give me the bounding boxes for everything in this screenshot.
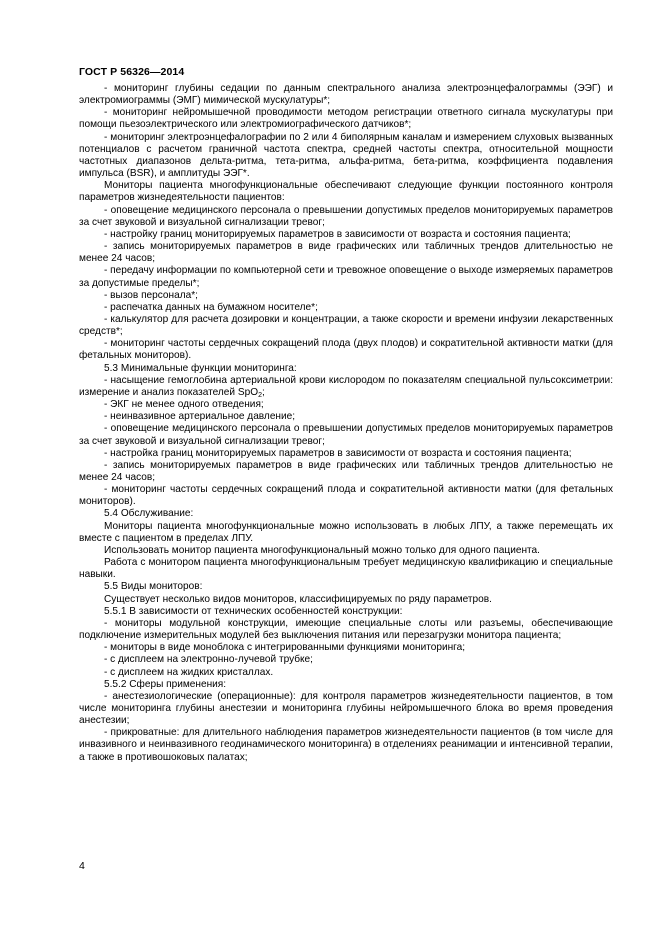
body-paragraph: - распечатка данных на бумажном носителе*; bbox=[104, 301, 318, 313]
body-paragraph: - мониторинг нейромышечной проводимости методом регистрации ответного сигнала мускулатуры при помощи пьезоэлектрического или электромиографического датчиков*; bbox=[79, 107, 613, 131]
body-paragraph: - вызов персонала*; bbox=[104, 289, 198, 301]
body-paragraph: - передачу информации по компьютерной сети и тревожное оповещение о выходе измеряемых параметров за допустимые пределы*; bbox=[79, 265, 613, 289]
body-paragraph: 5.5.1 В зависимости от технических особенностей конструкции: bbox=[104, 605, 403, 617]
body-paragraph: - с дисплеем на жидких кристаллах. bbox=[104, 666, 274, 678]
paragraph-text: - насыщение гемоглобина артериальной крови кислородом по показателям специальной пульсоксиметрии: измерение и анализ показателей SpO bbox=[79, 374, 613, 398]
body-paragraph: - мониторинг глубины седации по данным спектрального анализа электроэнцефалограммы (ЭЭГ) и электромиограммы (ЭМГ) мимической мускулатуры*; bbox=[79, 83, 613, 107]
body-paragraph: - мониторинг частоты сердечных сокращений плода и сократительной активности матки (для фетальных мониторов). bbox=[79, 484, 613, 508]
body-paragraph: - мониторы в виде моноблока с интегрированными функциями мониторинга; bbox=[104, 642, 466, 654]
body-paragraph: - прикроватные: для длительного наблюдения параметров жизнедеятельности пациентов (в том числе для инвазивного и неинвазивного геодинамического мониторинга) в отделениях реанимации и интенсивной терапии, а также в противошоковых палатах; bbox=[79, 727, 613, 763]
body-paragraph: - анестезиологические (операционные): для контроля параметров жизнедеятельности пациентов, в том числе мониторинга глубины анестезии и мониторинга глубины нейромышечного блока во время проведения анестезии; bbox=[79, 690, 613, 727]
body-paragraph: 5.5.2 Сферы применения: bbox=[104, 678, 227, 690]
body-paragraph: Использовать монитор пациента многофункциональный можно только для одного пациента. bbox=[104, 544, 540, 556]
body-paragraph: Мониторы пациента многофункциональные можно использовать в любых ЛПУ, а также перемещать их вместе с пациентом в пределах ЛПУ. bbox=[79, 520, 613, 544]
body-paragraph: Мониторы пациента многофункциональные обеспечивают следующие функции постоянного контроля параметров жизнедеятельности пациентов: bbox=[79, 180, 613, 204]
body-paragraph bbox=[79, 375, 613, 399]
body-paragraph: - калькулятор для расчета дозировки и концентрации, а также скорости и времени инфузии лекарственных средств*; bbox=[79, 313, 613, 338]
body-paragraph: - оповещение медицинского персонала о превышении допустимых пределов мониторируемых параметров за счет звуковой и визуальной сигнализации тревог; bbox=[79, 204, 613, 228]
body-paragraph: - неинвазивное артериальное давление; bbox=[104, 411, 296, 423]
body-paragraph: 5.4 Обслуживание: bbox=[104, 508, 194, 520]
document-code-header: ГОСТ Р 56326—2014 bbox=[79, 66, 185, 78]
body-paragraph: - мониторинг частоты сердечных сокращений плода (двух плодов) и сократительной активности матки (для фетальных мониторов). bbox=[79, 338, 613, 362]
page-number: 4 bbox=[79, 860, 85, 872]
body-paragraph: - настройка границ мониторируемых параметров в зависимости от возраста и состояния пациента; bbox=[104, 447, 572, 459]
body-paragraph: Работа с монитором пациента многофункциональным требует медицинскую квалификацию и специальные навыки. bbox=[79, 557, 613, 581]
body-paragraph: - оповещение медицинского персонала о превышении допустимых пределов мониторируемых параметров за счет звуковой и визуальной сигнализации тревог; bbox=[79, 423, 613, 447]
body-paragraph: Существует несколько видов мониторов, классифицируемых по ряду параметров. bbox=[104, 593, 492, 605]
paragraph-text: ; bbox=[261, 386, 265, 398]
body-paragraph: - с дисплеем на электронно-лучевой трубке; bbox=[104, 654, 313, 666]
subscript: 2 bbox=[258, 391, 262, 399]
body-paragraph: - настройку границ мониторируемых параметров в зависимости от возраста и состояния пациента; bbox=[104, 228, 571, 240]
body-paragraph: - мониторинг электроэнцефалографии по 2 или 4 биполярным каналам и измерением слуховых вызванных потенциалов с расчетом граничной частота спектра, средней частоты спектра, относительной мощности частотных диапазонов дельта-ритма, тета-ритма, альфа-ритма, бета-ритма, коэффициента подавления импульса (BSR), и амплитуды ЭЭГ*. bbox=[79, 131, 613, 180]
body-paragraph: - мониторы модульной конструкции, имеющие специальные слоты или разъемы, обеспечивающие подключение измерительных модулей без выключения питания или перезагрузки монитора пациента; bbox=[79, 617, 613, 642]
body-paragraph: 5.3 Минимальные функции мониторинга: bbox=[104, 362, 297, 374]
body-paragraph: - запись мониторируемых параметров в виде графических или табличных трендов длительностью не менее 24 часов; bbox=[79, 459, 613, 483]
document-body bbox=[79, 83, 613, 764]
body-paragraph: 5.5 Виды мониторов: bbox=[104, 581, 203, 593]
body-paragraph: - ЭКГ не менее одного отведения; bbox=[104, 399, 264, 411]
body-paragraph: - запись мониторируемых параметров в виде графических или табличных трендов длительностью не менее 24 часов; bbox=[79, 241, 613, 265]
